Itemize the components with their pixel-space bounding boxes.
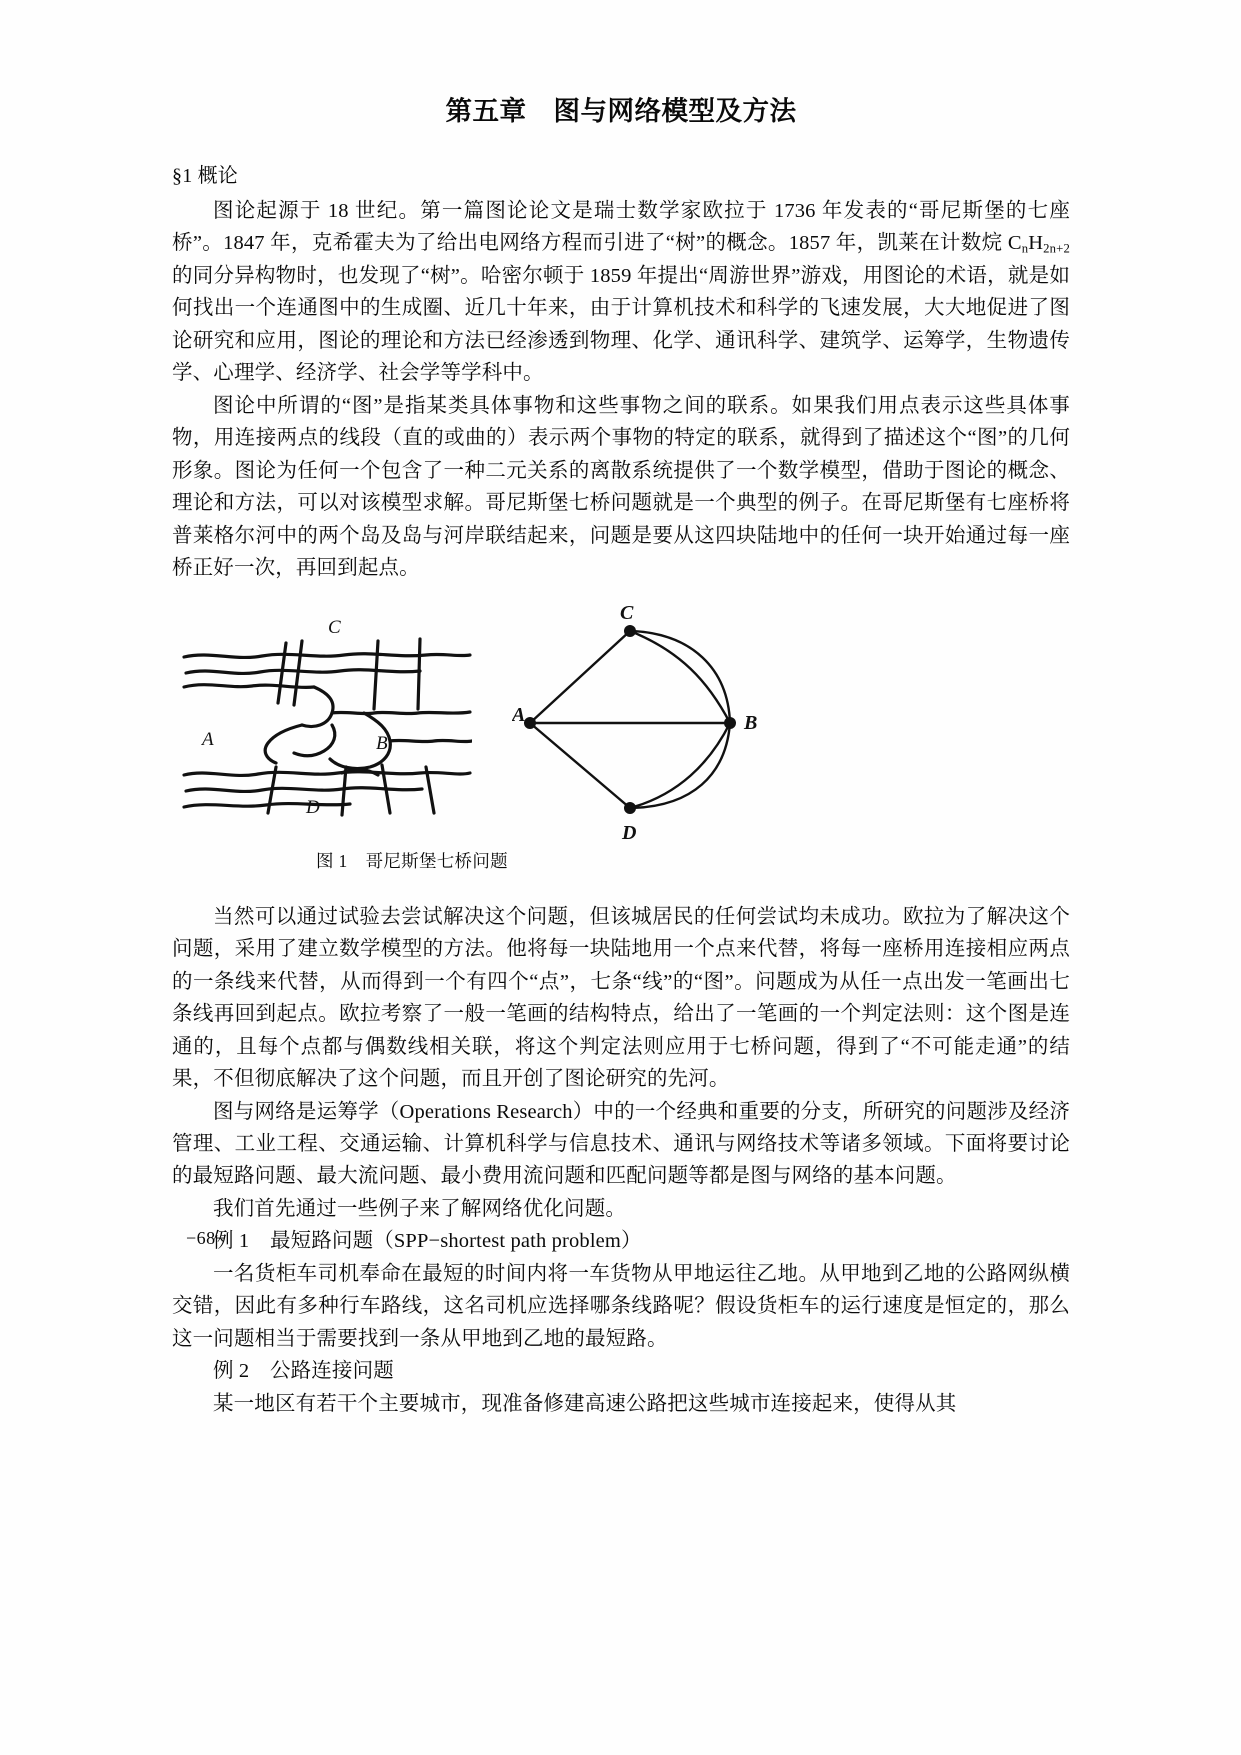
graph-node-c — [624, 625, 636, 637]
graph-label-a: A — [512, 703, 526, 726]
graph-edge-a-c — [530, 631, 630, 723]
example-2-title: 例 2 公路连接问题 — [213, 1360, 394, 1383]
koenigsberg-map-drawing — [182, 617, 472, 817]
paragraph-euler-solution: 当然可以通过试验去尝试解决这个问题，但该城居民的任何尝试均未成功。欧拉为了解决这个问题，采用了建立数学模型的方法。他将每一块陆地用一个点来代替，将每一座桥用连接相应两点的一条线来代替，从而得到一个有四个“点”，七条“线”的“图”。问题成为从任一点出发一笔画出七条线再回到起点。欧拉考察了一般一笔画的结构特点，给出了一笔画的一个判定法则：这个图是连通的，且每个点都与偶数线相关联，将这个判定法则应用于七桥问题，得到了“不可能走通”的结果，不但彻底解决了这个问题，而且开创了图论研究的先河。 — [172, 905, 1070, 1091]
example-2-body: 某一地区有若干个主要城市，现准备修建高速公路把这些城市连接起来，使得从其 — [213, 1392, 957, 1415]
page-content — [172, 96, 1070, 1420]
page-number: −68− — [186, 1228, 227, 1248]
section-heading: §1 概论 — [172, 164, 238, 187]
graph-edge-c-b-inner — [630, 631, 730, 723]
paragraph-graph-definition: 图论中所谓的“图”是指某类具体事物和这些事物之间的联系。如果我们用点表示这些具体事物，用连接两点的线段（直的或曲的）表示两个事物的特定的联系，就得到了描述这个“图”的几何形象。图论为任何一个包含了一种二元关系的离散系统提供了一个数学模型，借助于图论的概念、理论和方法，可以对该模型求解。哥尼斯堡七桥问题就是一个典型的例子。在哥尼斯堡有七座桥将普莱格尔河中的两个岛及岛与河岸联结起来，问题是要从这四块陆地中的任何一块开始通过每一座桥正好一次，再回到起点。 — [172, 394, 1070, 580]
graph-edge-a-d — [530, 723, 630, 808]
example-1-body: 一名货柜车司机奉命在最短的时间内将一车货物从甲地运往乙地。从甲地到乙地的公路网纵横交错，因此有多种行车路线，这名司机应选择哪条线路呢？假设货柜车的运行速度是恒定的，那么这一问题相当于需要找到一条从甲地到乙地的最短路。 — [172, 1262, 1070, 1350]
graph-node-a — [524, 717, 536, 729]
map-label-b: B — [376, 732, 388, 754]
figure-1 — [172, 603, 1070, 895]
chapter-title: 第五章 图与网络模型及方法 — [445, 96, 797, 126]
graph-edge-c-b-outer — [630, 631, 730, 723]
map-label-c: C — [328, 616, 341, 638]
paragraph-examples-intro: 我们首先通过一些例子来了解网络优化问题。 — [213, 1197, 626, 1220]
koenigsberg-graph-drawing — [512, 603, 772, 843]
map-label-a: A — [202, 728, 214, 750]
map-label-d: D — [306, 796, 320, 817]
paragraph-operations-research: 图与网络是运筹学（Operations Research）中的一个经典和重要的分支，所研究的问题涉及经济管理、工业工程、交通运输、计算机科学与信息技术、通讯与网络技术等诸多领域。下面将要讨论的最短路问题、最大流问题、最小费用流问题和匹配问题等都是图与网络的基本问题。 — [172, 1100, 1070, 1188]
paragraph-part-c: 的同分异构物时，也发现了“树”。哈密尔顿于 1859 年提出“周游世界”游戏，用图论的术语，就是如何找出一个连通图中的生成圈、近几十年来，由于计算机技术和科学的飞速发展，大大地促进了图论研究和应用，图论的理论和方法已经渗透到物理、化学、通讯科学、建筑学、运筹学，生物遗传学、心理学、经济学、社会学等学科中。 — [172, 264, 1070, 385]
figure-caption-text: 哥尼斯堡七桥问题 — [365, 850, 508, 871]
formula-subscript-2n2: 2n+2 — [1043, 241, 1070, 256]
graph-node-b — [724, 717, 736, 729]
graph-label-c: C — [620, 602, 634, 624]
figure-caption — [172, 848, 652, 873]
graph-label-d: D — [622, 821, 637, 843]
formula-h: H — [1028, 232, 1044, 255]
graph-edge-d-b-outer — [630, 723, 730, 808]
graph-label-b: B — [744, 711, 758, 734]
graph-edge-d-b-inner — [630, 723, 730, 808]
paragraph-part-a: 图论起源于 18 世纪。第一篇图论论文是瑞士数学家欧拉于 1736 年发表的“哥尼斯堡的七座桥”。1847 年，克希霍夫为了给出电网络方程而引进了“树”的概念。1857 年，凯莱在计数烷 C — [172, 199, 1070, 255]
paragraph-intro-history — [172, 195, 1070, 390]
example-1-title: 例 1 最短路问题（SPP−shortest path problem） — [213, 1230, 642, 1253]
formula-subscript-n: n — [1021, 241, 1029, 256]
figure-caption-number: 图 1 — [316, 850, 348, 871]
graph-node-d — [624, 802, 636, 814]
